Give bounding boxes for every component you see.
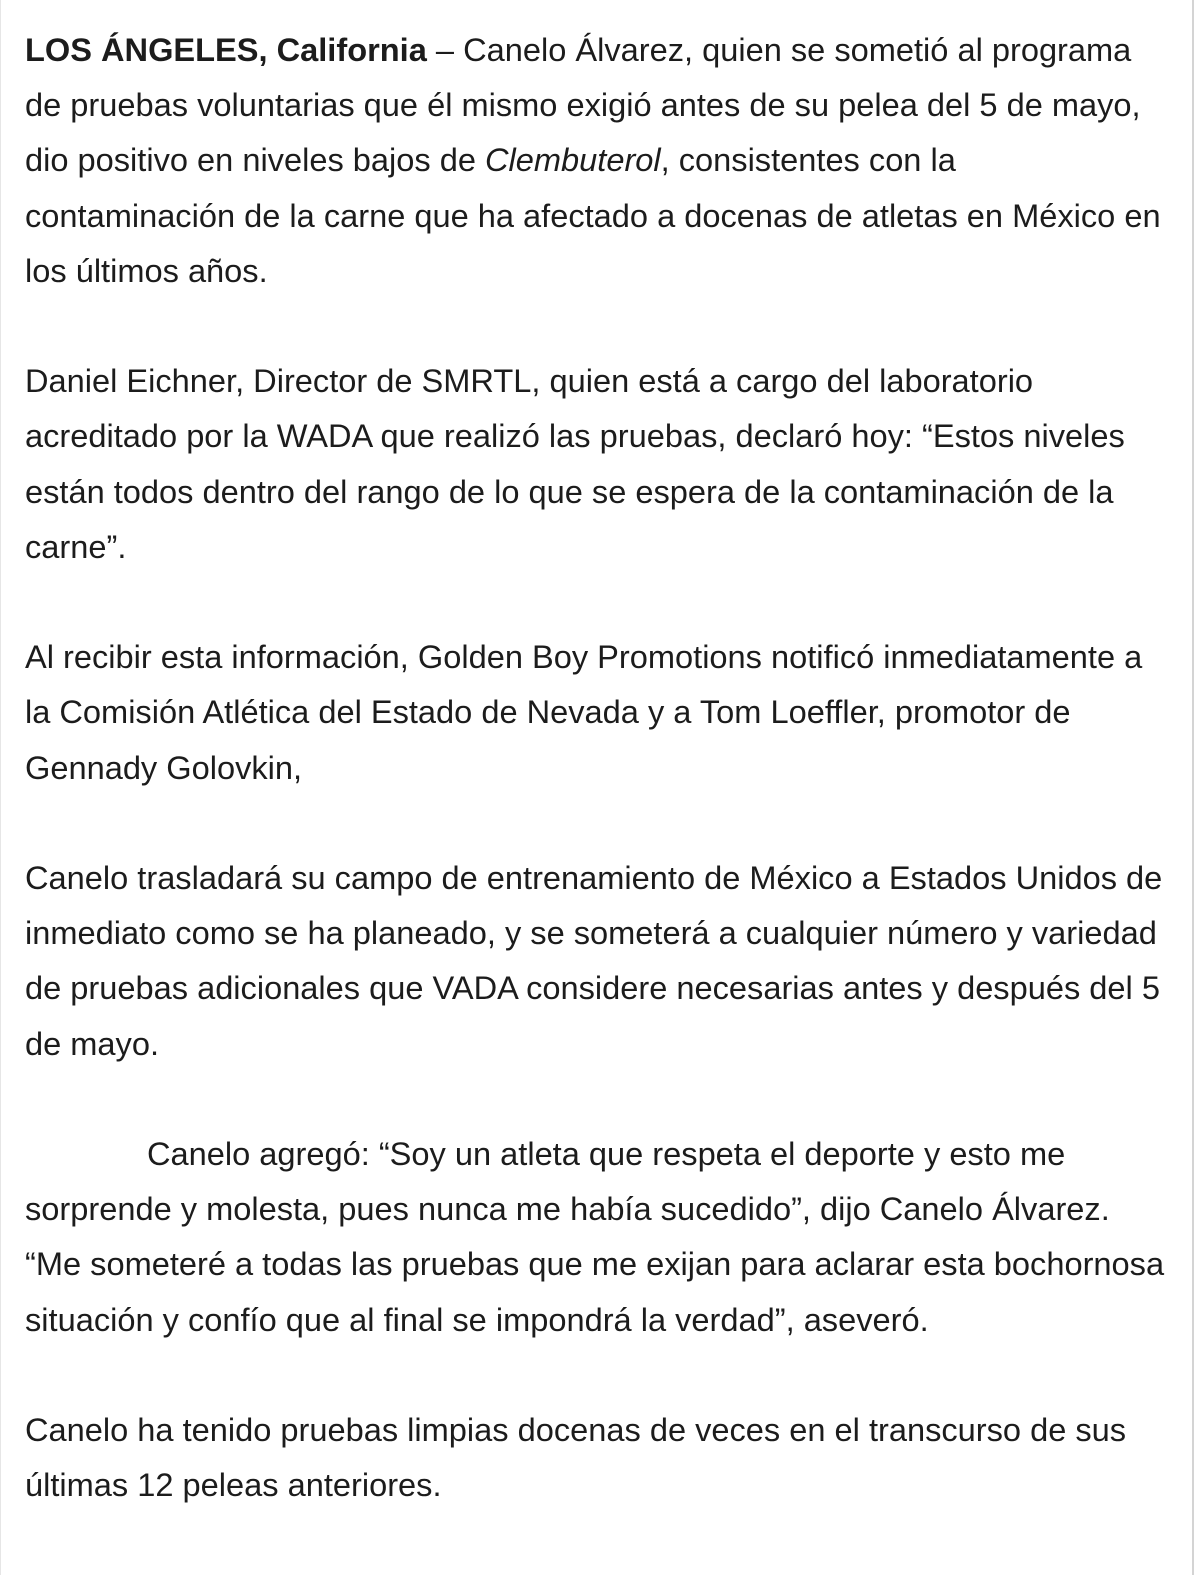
paragraph-canelo-quote — [25, 1126, 1165, 1347]
lead-text: – Canelo Álvarez, quien se sometió al programa de pruebas voluntarias que él mismo exigió antes de su pelea del 5 de mayo, dio positivo en niveles bajos de — [25, 31, 1141, 179]
substance-name: Clembuterol — [485, 141, 661, 179]
dateline: LOS ÁNGELES, California — [25, 31, 427, 68]
paragraph-training-camp: Canelo trasladará su campo de entrenamiento de México a Estados Unidos de inmediato como se ha planeado, y se someterá a cualquier número y variedad de pruebas adicionales que VADA considere necesarias antes y después del 5 de mayo. — [25, 859, 1163, 1062]
lead-tail-text: , consistentes con la contaminación de la carne que ha afectado a docenas de atletas en México en los últimos años. — [25, 141, 1161, 289]
press-release-body — [25, 22, 1165, 1512]
canelo-quote-text: Canelo agregó: “Soy un atleta que respeta el deporte y esto me sorprende y molesta, pues nunca me había sucedido”, dijo Canelo Álvarez. “Me someteré a todas las pruebas que me exijan para aclarar esta bochornosa situación y confío que al final se impondrá la verdad”, aseveró. — [25, 1135, 1165, 1338]
paragraph-lead — [25, 22, 1165, 298]
paragraph-notification: Al recibir esta información, Golden Boy Promotions notificó inmediatamente a la Comisión Atlética del Estado de Nevada y a Tom Loeffler, promotor de Gennady Golovkin, — [25, 638, 1143, 786]
paragraph-lab-statement: Daniel Eichner, Director de SMRTL, quien está a cargo del laboratorio acreditado por la WADA que realizó las pruebas, declaró hoy: “Estos niveles están todos dentro del rango de lo que se espera de la contaminación de la carne”. — [25, 362, 1125, 565]
paragraph-clean-tests: Canelo ha tenido pruebas limpias docenas de veces en el transcurso de sus últimas 12 peleas anteriores. — [25, 1411, 1127, 1504]
